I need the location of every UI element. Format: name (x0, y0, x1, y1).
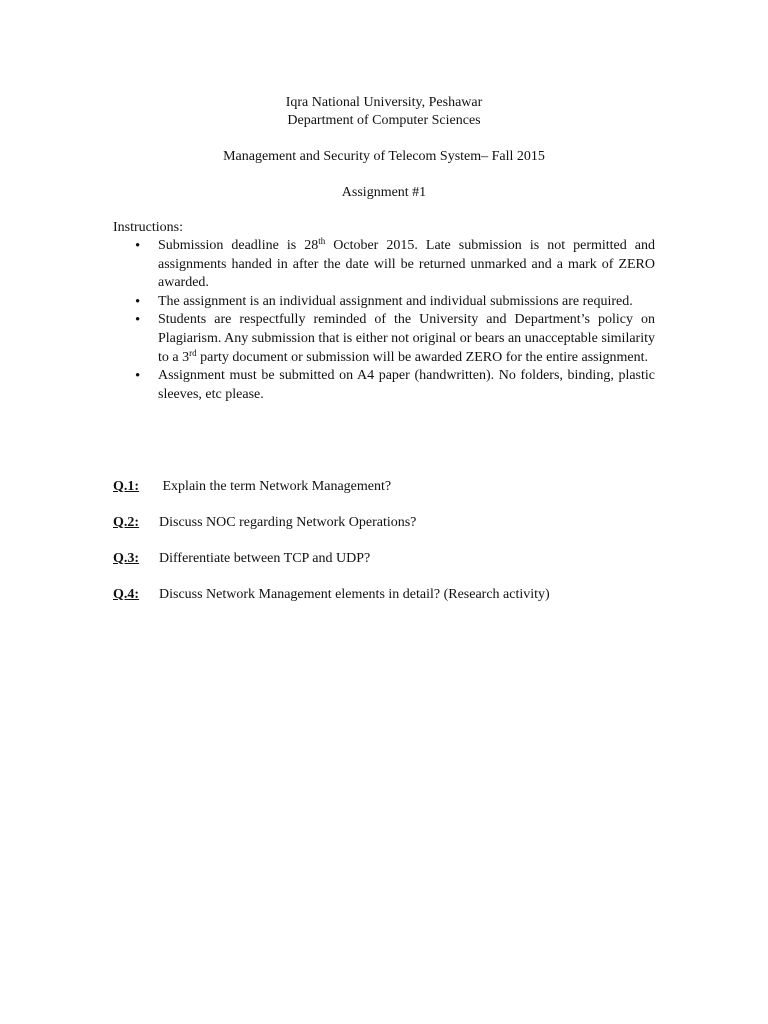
department-name: Department of Computer Sciences (287, 113, 481, 128)
question-label: Q.2: (113, 515, 140, 530)
university-name: Iqra National University, Peshawar (285, 95, 483, 110)
question-text: Explain the term Network Management? (159, 479, 392, 494)
instruction-item-paper: • Assignment must be submitted on A4 paper (handwritten). No folders, binding, plastic sleeves, etc please. (113, 367, 655, 404)
instruction-item-plagiarism (113, 311, 655, 367)
instruction-text: party document or submission will be awarded ZERO for the entire assignment. (196, 349, 649, 365)
course-title: Management and Security of Telecom System– Fall 2015 (223, 149, 545, 164)
instructions-list (113, 237, 655, 404)
question-label: Q.4: (113, 587, 140, 602)
question-2 (113, 514, 713, 532)
instruction-item-deadline (113, 237, 655, 293)
instruction-text: Students are respectfully reminded of the University and Department’s policy on Plagiarism. Any submission that is either not original or bears an unacceptable similarity to a 3 (158, 312, 655, 365)
question-text: Discuss Network Management elements in detail? (Research activity) (159, 587, 550, 602)
question-label: Q.3: (113, 551, 140, 566)
question-label: Q.1: (113, 479, 140, 494)
question-4 (113, 586, 713, 604)
question-3 (113, 550, 713, 568)
assignment-title: Assignment #1 (341, 185, 427, 200)
instructions-heading: Instructions: (113, 220, 183, 235)
superscript: rd (189, 347, 197, 358)
instruction-text: Submission deadline is 28 (158, 238, 319, 253)
superscript: th (318, 236, 326, 246)
instruction-item-individual: • The assignment is an individual assignment and individual submissions are required. (113, 293, 655, 312)
question-text: Discuss NOC regarding Network Operations? (159, 515, 417, 530)
question-1 (113, 478, 713, 496)
instruction-text: October 2015. Late submission is not permitted and assignments handed in after the date will be returned unmarked and a mark of ZERO awarded. (158, 238, 655, 291)
question-text: Differentiate between TCP and UDP? (159, 551, 371, 566)
